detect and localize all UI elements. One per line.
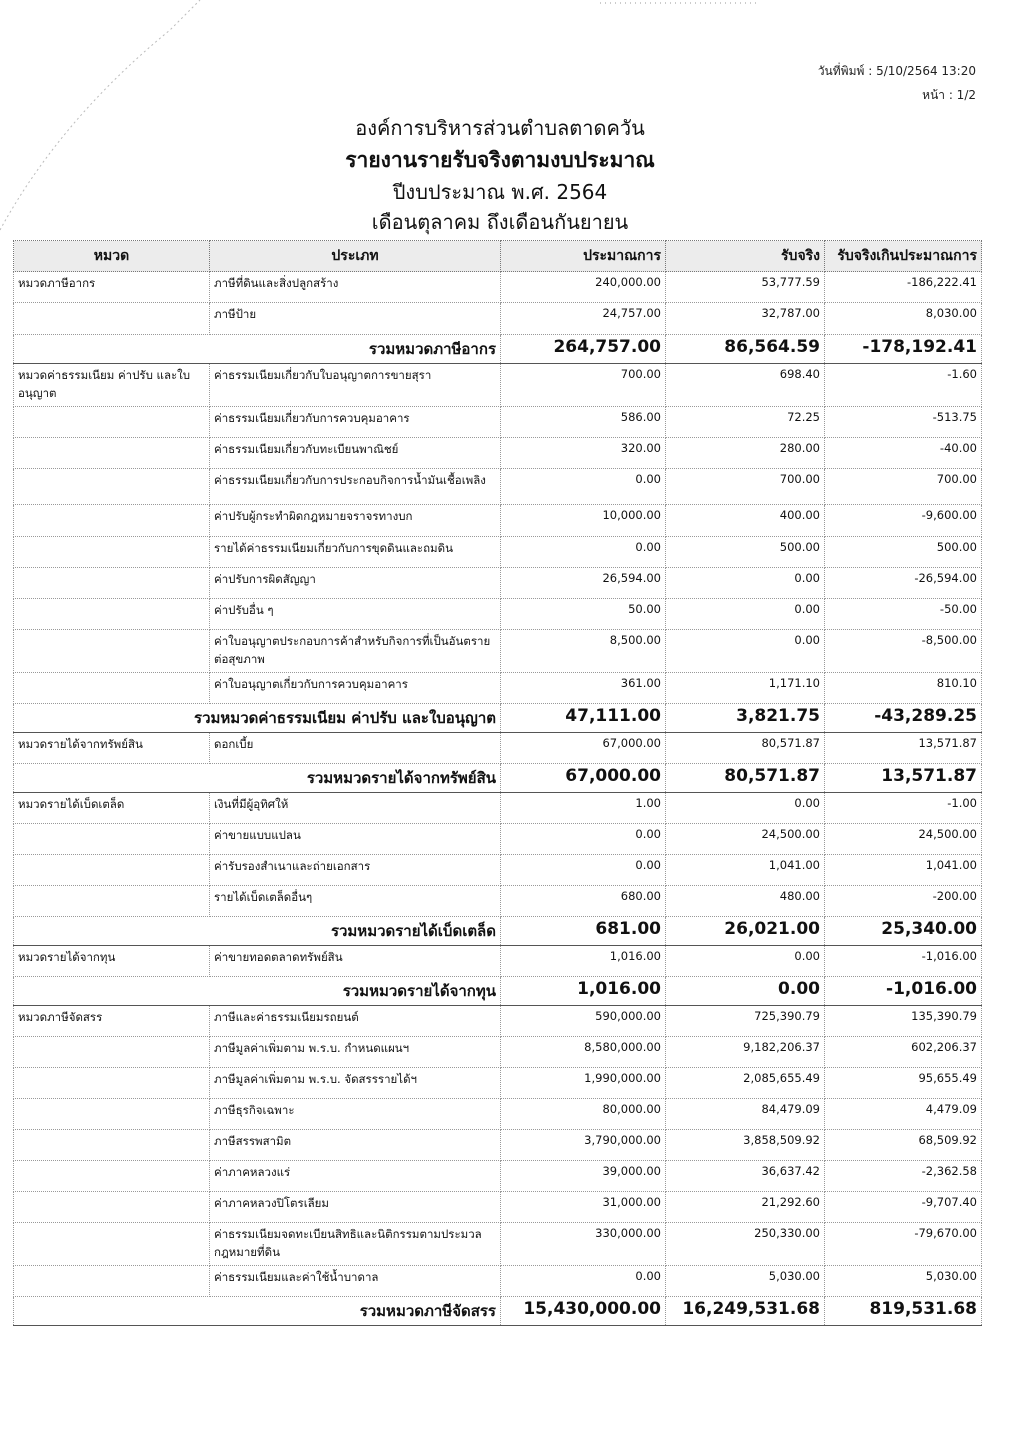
table-row [14,1068,982,1099]
actual-cell: 500.00 [666,537,825,568]
table-row [14,599,982,630]
type-cell: ค่าปรับการผิดสัญญา [210,568,501,599]
actual-cell: 24,500.00 [666,824,825,855]
actual-cell: 2,085,655.49 [666,1068,825,1099]
subtotal-estimate: 15,430,000.00 [501,1297,666,1326]
category-cell: หมวดค่าธรรมเนียม ค่าปรับ และใบอนุญาต [14,364,210,407]
estimate-cell: 1.00 [501,793,666,824]
diff-cell: -2,362.58 [825,1161,982,1192]
subtotal-diff: -178,192.41 [825,335,982,364]
actual-cell: 0.00 [666,630,825,673]
actual-cell: 0.00 [666,946,825,977]
actual-cell: 53,777.59 [666,272,825,303]
category-cell [14,537,210,568]
diff-cell: -79,670.00 [825,1223,982,1266]
estimate-cell: 330,000.00 [501,1223,666,1266]
actual-cell: 72.25 [666,407,825,438]
diff-cell: 135,390.79 [825,1006,982,1037]
col-header-estimate: ประมาณการ [501,241,666,272]
type-cell: ภาษีที่ดินและสิ่งปลูกสร้าง [210,272,501,303]
subtotal-diff: 819,531.68 [825,1297,982,1326]
type-cell: ค่าปรับอื่น ๆ [210,599,501,630]
actual-cell: 700.00 [666,469,825,505]
table-row [14,364,982,407]
estimate-cell: 39,000.00 [501,1161,666,1192]
category-cell [14,673,210,704]
subtotal-row [14,917,982,946]
table-row [14,568,982,599]
type-cell: ค่าขายแบบแปลน [210,824,501,855]
table-row [14,272,982,303]
category-cell [14,303,210,335]
category-cell: หมวดภาษีจัดสรร [14,1006,210,1037]
type-cell: ค่าภาคหลวงแร่ [210,1161,501,1192]
diff-cell: -513.75 [825,407,982,438]
type-cell: ค่าใบอนุญาตเกี่ยวกับการควบคุมอาคาร [210,673,501,704]
category-cell [14,855,210,886]
actual-cell: 0.00 [666,599,825,630]
actual-cell: 0.00 [666,793,825,824]
type-cell: ค่าปรับผู้กระทำผิดกฎหมายจราจรทางบก [210,505,501,537]
diff-cell: -1,016.00 [825,946,982,977]
estimate-cell: 0.00 [501,1266,666,1297]
actual-cell: 21,292.60 [666,1192,825,1223]
type-cell: ภาษีมูลค่าเพิ่มตาม พ.ร.บ. กำหนดแผนฯ [210,1037,501,1068]
type-cell: ค่าธรรมเนียมเกี่ยวกับใบอนุญาตการขายสุรา [210,364,501,407]
category-cell [14,505,210,537]
actual-cell: 80,571.87 [666,733,825,764]
diff-cell: 24,500.00 [825,824,982,855]
estimate-cell: 590,000.00 [501,1006,666,1037]
type-cell: ภาษีธุรกิจเฉพาะ [210,1099,501,1130]
subtotal-actual: 3,821.75 [666,704,825,733]
table-row [14,1161,982,1192]
category-cell: หมวดรายได้จากทรัพย์สิน [14,733,210,764]
type-cell: ค่าธรรมเนียมเกี่ยวกับการควบคุมอาคาร [210,407,501,438]
subtotal-diff: -1,016.00 [825,977,982,1006]
type-cell: ภาษีและค่าธรรมเนียมรถยนต์ [210,1006,501,1037]
actual-cell: 9,182,206.37 [666,1037,825,1068]
type-cell: ค่ารับรองสำเนาและถ่ายเอกสาร [210,855,501,886]
category-cell [14,1266,210,1297]
diff-cell: -1.60 [825,364,982,407]
actual-cell: 84,479.09 [666,1099,825,1130]
type-cell: ค่าภาคหลวงปิโตรเลียม [210,1192,501,1223]
table-row [14,1130,982,1161]
subtotal-actual: 0.00 [666,977,825,1006]
type-cell: ค่าขายทอดตลาดทรัพย์สิน [210,946,501,977]
subtotal-diff: 25,340.00 [825,917,982,946]
estimate-cell: 80,000.00 [501,1099,666,1130]
estimate-cell: 24,757.00 [501,303,666,335]
estimate-cell: 67,000.00 [501,733,666,764]
actual-cell: 5,030.00 [666,1266,825,1297]
category-cell [14,599,210,630]
table-row [14,1192,982,1223]
estimate-cell: 586.00 [501,407,666,438]
diff-cell: 810.10 [825,673,982,704]
table-row [14,733,982,764]
actual-cell: 280.00 [666,438,825,469]
category-cell: หมวดรายได้เบ็ดเตล็ด [14,793,210,824]
diff-cell: 4,479.09 [825,1099,982,1130]
type-cell: ค่าใบอนุญาตประกอบการค้าสำหรับกิจการที่เป็นอันตรายต่อสุขภาพ [210,630,501,673]
table-row [14,505,982,537]
actual-cell: 36,637.42 [666,1161,825,1192]
estimate-cell: 1,990,000.00 [501,1068,666,1099]
table-row [14,1099,982,1130]
table-body [14,272,982,1326]
actual-cell: 725,390.79 [666,1006,825,1037]
subtotal-label: รวมหมวดรายได้เบ็ดเตล็ด [14,917,501,946]
revenue-table [13,240,982,1326]
table-row [14,1266,982,1297]
type-cell: ภาษีมูลค่าเพิ่มตาม พ.ร.บ. จัดสรรรายได้ฯ [210,1068,501,1099]
actual-cell: 1,041.00 [666,855,825,886]
estimate-cell: 0.00 [501,855,666,886]
subtotal-actual: 16,249,531.68 [666,1297,825,1326]
category-cell [14,1223,210,1266]
subtotal-label: รวมหมวดรายได้จากทรัพย์สิน [14,764,501,793]
type-cell: ค่าธรรมเนียมและค่าใช้น้ำบาดาล [210,1266,501,1297]
type-cell: ค่าธรรมเนียมจดทะเบียนสิทธิและนิติกรรมตามประมวลกฎหมายที่ดิน [210,1223,501,1266]
category-cell [14,1037,210,1068]
estimate-cell: 31,000.00 [501,1192,666,1223]
subtotal-row [14,704,982,733]
actual-cell: 0.00 [666,568,825,599]
estimate-cell: 0.00 [501,537,666,568]
diff-cell: -9,707.40 [825,1192,982,1223]
subtotal-actual: 80,571.87 [666,764,825,793]
report-period: เดือนตุลาคม ถึงเดือนกันยายน [371,210,629,234]
actual-cell: 250,330.00 [666,1223,825,1266]
subtotal-label: รวมหมวดภาษีอากร [14,335,501,364]
diff-cell: 700.00 [825,469,982,505]
diff-cell: -8,500.00 [825,630,982,673]
type-cell: ค่าธรรมเนียมเกี่ยวกับทะเบียนพาณิชย์ [210,438,501,469]
diff-cell: -186,222.41 [825,272,982,303]
subtotal-actual: 86,564.59 [666,335,825,364]
type-cell: ดอกเบี้ย [210,733,501,764]
table-row [14,630,982,673]
subtotal-estimate: 47,111.00 [501,704,666,733]
estimate-cell: 361.00 [501,673,666,704]
estimate-cell: 0.00 [501,824,666,855]
actual-cell: 400.00 [666,505,825,537]
table-row [14,537,982,568]
type-cell: ภาษีป้าย [210,303,501,335]
actual-cell: 1,171.10 [666,673,825,704]
estimate-cell: 320.00 [501,438,666,469]
category-cell [14,1068,210,1099]
table-row [14,946,982,977]
table-row [14,438,982,469]
diff-cell: -50.00 [825,599,982,630]
actual-cell: 698.40 [666,364,825,407]
table-row [14,886,982,917]
subtotal-label: รวมหมวดรายได้จากทุน [14,977,501,1006]
col-header-type: ประเภท [210,241,501,272]
diff-cell: 13,571.87 [825,733,982,764]
col-header-category: หมวด [14,241,210,272]
table-row [14,855,982,886]
subtotal-label: รวมหมวดภาษีจัดสรร [14,1297,501,1326]
diff-cell: 602,206.37 [825,1037,982,1068]
actual-cell: 3,858,509.92 [666,1130,825,1161]
category-cell [14,1161,210,1192]
actual-cell: 480.00 [666,886,825,917]
type-cell: ค่าธรรมเนียมเกี่ยวกับการประกอบกิจการน้ำมันเชื้อเพลิง [210,469,501,505]
col-header-actual: รับจริง [666,241,825,272]
col-header-diff: รับจริงเกินประมาณการ [825,241,982,272]
subtotal-diff: -43,289.25 [825,704,982,733]
type-cell: เงินที่มีผู้อุทิศให้ [210,793,501,824]
subtotal-row [14,1297,982,1326]
table-row [14,673,982,704]
estimate-cell: 8,500.00 [501,630,666,673]
diff-cell: -40.00 [825,438,982,469]
category-cell [14,438,210,469]
actual-cell: 32,787.00 [666,303,825,335]
type-cell: รายได้ค่าธรรมเนียมเกี่ยวกับการขุดดินและถมดิน [210,537,501,568]
subtotal-row [14,764,982,793]
category-cell [14,568,210,599]
subtotal-actual: 26,021.00 [666,917,825,946]
report-title: รายงานรายรับจริงตามงบประมาณ [345,148,655,172]
table-header-row [14,241,982,272]
table-row [14,303,982,335]
subtotal-estimate: 67,000.00 [501,764,666,793]
diff-cell: 68,509.92 [825,1130,982,1161]
subtotal-diff: 13,571.87 [825,764,982,793]
category-cell [14,824,210,855]
diff-cell: -26,594.00 [825,568,982,599]
table-row [14,1037,982,1068]
page-number: หน้า : 1/2 [922,88,976,102]
estimate-cell: 0.00 [501,469,666,505]
subtotal-estimate: 681.00 [501,917,666,946]
type-cell: ภาษีสรรพสามิต [210,1130,501,1161]
diff-cell: -1.00 [825,793,982,824]
table-row [14,793,982,824]
diff-cell: 95,655.49 [825,1068,982,1099]
subtotal-label: รวมหมวดค่าธรรมเนียม ค่าปรับ และใบอนุญาต [14,704,501,733]
estimate-cell: 700.00 [501,364,666,407]
category-cell: หมวดภาษีอากร [14,272,210,303]
estimate-cell: 1,016.00 [501,946,666,977]
subtotal-estimate: 264,757.00 [501,335,666,364]
estimate-cell: 680.00 [501,886,666,917]
estimate-cell: 3,790,000.00 [501,1130,666,1161]
table-row [14,469,982,505]
subtotal-row [14,335,982,364]
diff-cell: 500.00 [825,537,982,568]
estimate-cell: 10,000.00 [501,505,666,537]
subtotal-row [14,977,982,1006]
diff-cell: -200.00 [825,886,982,917]
organization-name: องค์การบริหารส่วนตำบลตาดควัน [355,116,645,140]
estimate-cell: 26,594.00 [501,568,666,599]
print-date: วันที่พิมพ์ : 5/10/2564 13:20 [817,64,976,78]
estimate-cell: 240,000.00 [501,272,666,303]
subtotal-estimate: 1,016.00 [501,977,666,1006]
diff-cell: -9,600.00 [825,505,982,537]
category-cell [14,886,210,917]
diff-cell: 8,030.00 [825,303,982,335]
category-cell [14,469,210,505]
diff-cell: 5,030.00 [825,1266,982,1297]
category-cell [14,1192,210,1223]
table-row [14,824,982,855]
category-cell [14,1130,210,1161]
category-cell [14,407,210,438]
estimate-cell: 50.00 [501,599,666,630]
table-row [14,407,982,438]
table-row [14,1223,982,1266]
diff-cell: 1,041.00 [825,855,982,886]
category-cell [14,1099,210,1130]
fiscal-year: ปีงบประมาณ พ.ศ. 2564 [392,180,608,204]
type-cell: รายได้เบ็ดเตล็ดอื่นๆ [210,886,501,917]
category-cell: หมวดรายได้จากทุน [14,946,210,977]
table-row [14,1006,982,1037]
estimate-cell: 8,580,000.00 [501,1037,666,1068]
category-cell [14,630,210,673]
